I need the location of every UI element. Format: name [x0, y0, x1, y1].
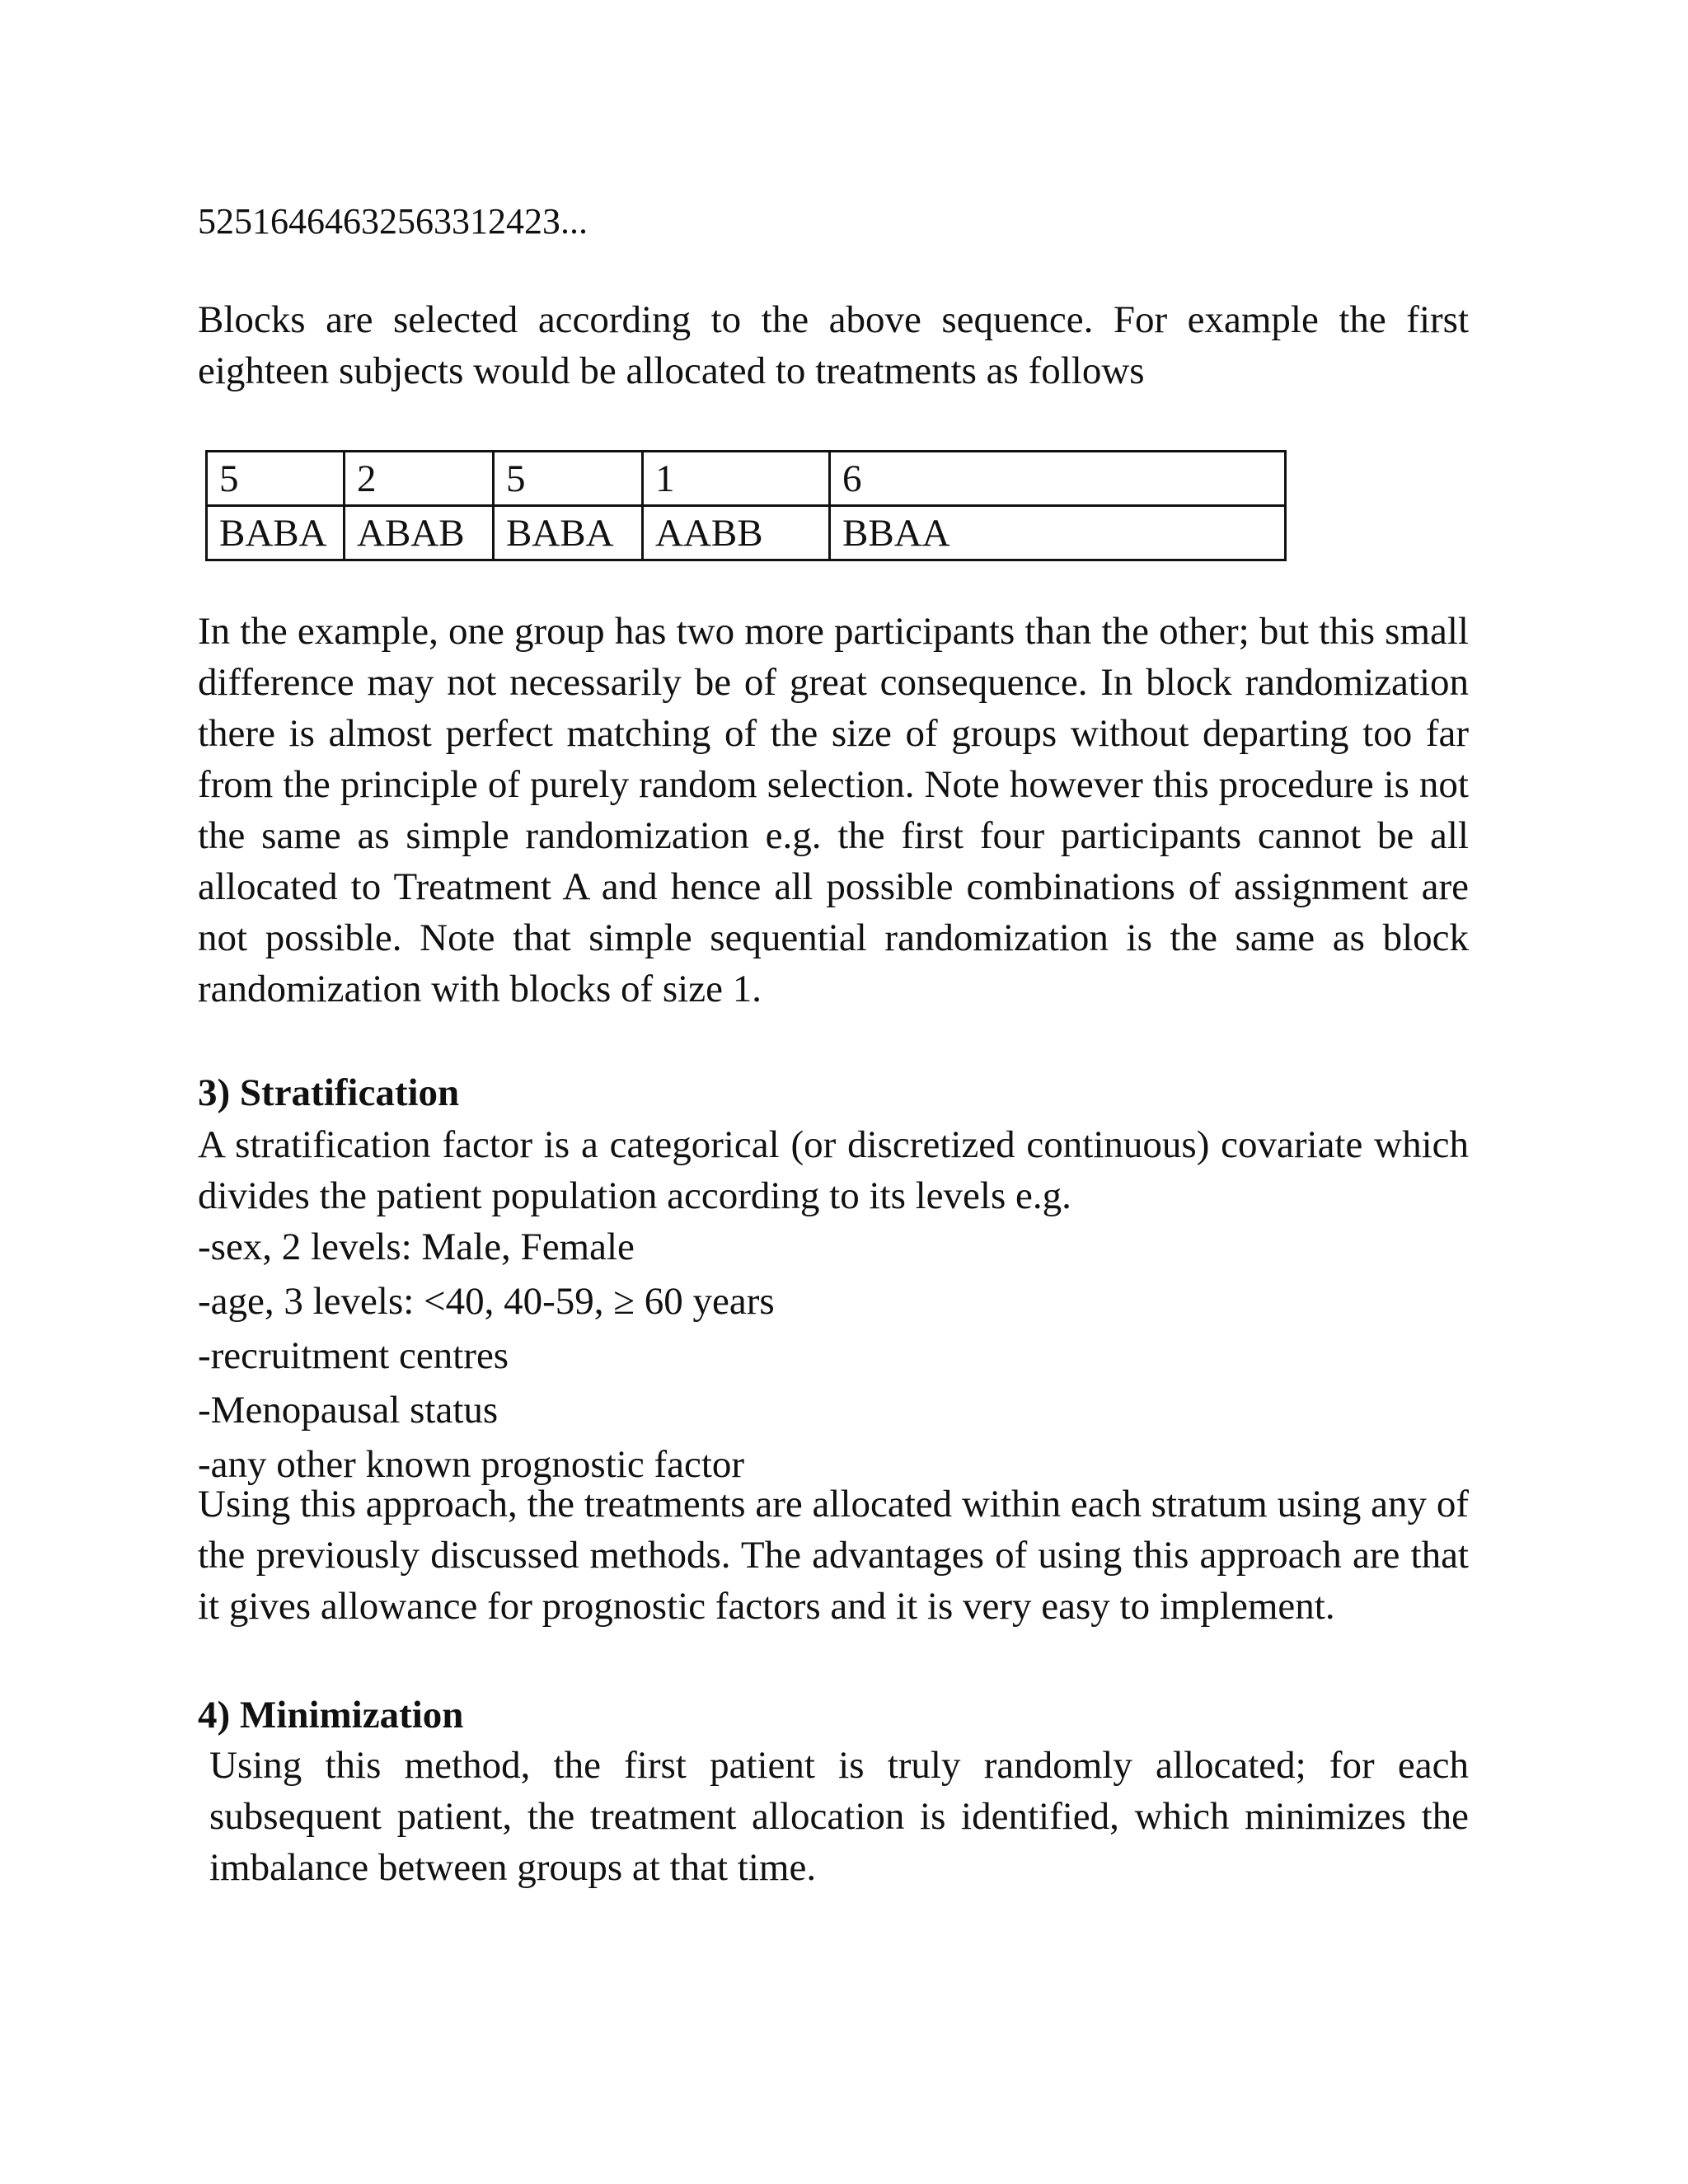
random-number-sequence: 5251646463256331242З... [198, 201, 588, 241]
block-number-cell: 2 [345, 452, 494, 506]
assignment-cell: BABA [207, 506, 345, 560]
assignment-cell: BBAA [830, 506, 1286, 560]
minimization-text: Using this method, the first patient is truly randomly allocated; for each subsequent patient, the treatment allocation is identified, which minimizes the imbalance between groups at that time. [209, 1744, 1469, 1889]
block-number-cell: 5 [494, 452, 643, 506]
block-number-cell: 1 [643, 452, 830, 506]
table-row-block-numbers [207, 452, 1286, 506]
list-item: -age, 3 levels: <40, 40-59, ≥ 60 years [198, 1280, 775, 1323]
list-item: -any other known prognostic factor [198, 1443, 745, 1486]
example-paragraph: In the example, one group has two more participants than the other; but this small difference may not necessarily be of great consequence. In block randomization there is almost perfect matching of the size of groups without departing too far from the principle of purely random selection. Note however this procedure is not the same as simple randomization e.g. the first four participants cannot be all allocated to Treatment A and hence all possible combinations of assignment are not possible. Note that simple sequential randomization is the same as block randomization with blocks of size 1. [198, 610, 1469, 1010]
stratification-conclusion: Using this approach, the treatments are allocated within each stratum using any of the previously discussed methods. The advantages of using this approach are that it gives allowance for prognostic factors and it is very easy to implement. [198, 1483, 1469, 1628]
stratification-definition: A stratification factor is a categorical (or discretized continuous) covariate which divides the patient population according to its levels e.g. [198, 1123, 1469, 1217]
list-item: -sex, 2 levels: Male, Female [198, 1226, 635, 1268]
assignment-cell: ABAB [345, 506, 494, 560]
intro-paragraph: Blocks are selected according to the above sequence. For example the first eighteen subjects would be allocated to treatments as follows [198, 298, 1469, 392]
minimization-heading: 4) Minimization [198, 1694, 464, 1736]
assignment-cell: BABA [494, 506, 643, 560]
stratification-heading: 3) Stratification [198, 1071, 460, 1114]
block-allocation-table [205, 450, 1287, 561]
assignment-cell: AABB [643, 506, 830, 560]
stratification-factor-list [198, 1221, 775, 1493]
list-item: -recruitment centres [198, 1334, 509, 1377]
table-row-assignments [207, 506, 1286, 560]
list-item: -Menopausal status [198, 1389, 499, 1432]
block-number-cell: 5 [207, 452, 345, 506]
block-number-cell: 6 [830, 452, 1286, 506]
